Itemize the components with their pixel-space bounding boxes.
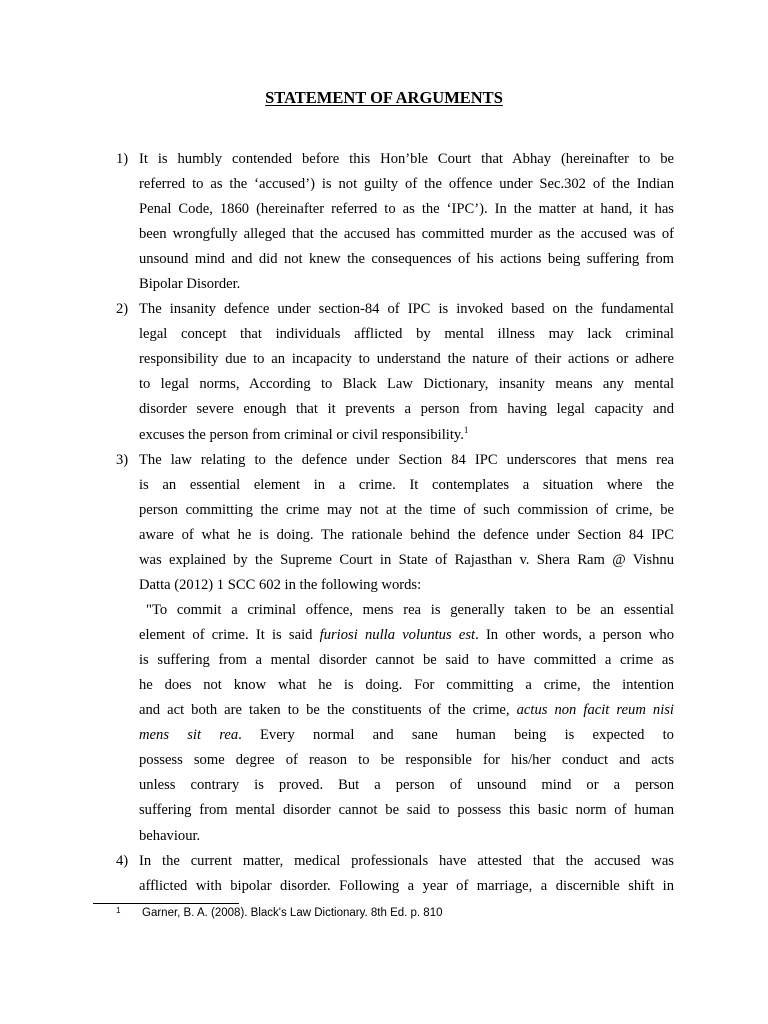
argument-number: 1) <box>116 151 129 167</box>
argument-line: been wrongfully alleged that the accused has committed murder as the accused was of <box>139 226 674 242</box>
argument-line: unsound mind and did not knew the consequences of his actions being suffering from <box>139 251 674 267</box>
quote-line: behaviour. <box>139 828 201 844</box>
footnote-text: Garner, B. A. (2008). Black's Law Dictionary. 8th Ed. p. 810 <box>142 907 443 919</box>
quote-line: possess some degree of reason to be responsible for his/her conduct and acts <box>139 752 674 768</box>
argument-line: disorder severe enough that it prevents a person from having legal capacity and <box>139 401 674 417</box>
argument-line: to legal norms, According to Black Law Dictionary, insanity means any mental <box>139 376 674 392</box>
argument-number: 4) <box>116 853 129 869</box>
quote-line: is suffering from a mental disorder cannot be said to have committed a crime as <box>139 652 674 668</box>
latin-maxim: mens sit rea <box>139 727 239 743</box>
quote-line: unless contrary is proved. But a person of unsound mind or a person <box>139 777 674 793</box>
argument-line: The law relating to the defence under Section 84 IPC underscores that mens rea <box>139 452 674 468</box>
argument-line: is an essential element in a crime. It contemplates a situation where the <box>139 477 674 493</box>
quote-text: and act both are taken to be the constituents of the crime, <box>139 702 517 718</box>
argument-line: legal concept that individuals afflicted by mental illness may lack criminal <box>139 326 674 342</box>
argument-number: 3) <box>116 452 129 468</box>
footnote-reference: 1 <box>463 425 469 435</box>
argument-line: Bipolar Disorder. <box>139 276 241 292</box>
argument-line: Penal Code, 1860 (hereinafter referred to as the ‘IPC’). In the matter at hand, it has <box>139 201 674 217</box>
quote-line: suffering from mental disorder cannot be said to possess this basic norm of human <box>139 802 674 818</box>
argument-line: The insanity defence under section-84 of IPC is invoked based on the fundamental <box>139 301 674 317</box>
quote-line: he does not know what he is doing. For committing a crime, the intention <box>139 677 674 693</box>
argument-line: aware of what he is doing. The rationale behind the defence under Section 84 IPC <box>139 527 674 543</box>
page-title: STATEMENT OF ARGUMENTS <box>265 88 503 107</box>
footnote-separator <box>93 903 239 904</box>
argument-number: 2) <box>116 301 129 317</box>
argument-line <box>139 426 674 444</box>
quote-line <box>139 626 674 644</box>
quote-text: . In other words, a person who <box>475 627 674 643</box>
argument-line: responsibility due to an incapacity to understand the nature of their actions or adhere <box>139 351 674 367</box>
quote-line: "To commit a criminal offence, mens rea is generally taken to be an essential <box>146 602 674 618</box>
quote-line <box>139 726 674 744</box>
quote-text: . Every normal and sane human being is expected to <box>238 727 674 743</box>
argument-line: In the current matter, medical professionals have attested that the accused was <box>139 853 674 869</box>
argument-line: referred to as the ‘accused’) is not guilty of the offence under Sec.302 of the Indian <box>139 176 674 192</box>
quote-text: element of crime. It is said <box>139 627 320 643</box>
latin-maxim: actus non facit reum nisi <box>516 702 674 718</box>
argument-line: afflicted with bipolar disorder. Following a year of marriage, a discernible shift in <box>139 878 674 894</box>
argument-line: Datta (2012) 1 SCC 602 in the following words: <box>139 577 422 593</box>
quote-line <box>139 701 674 719</box>
argument-line: person committing the crime may not at the time of such commission of crime, be <box>139 502 674 518</box>
footnote-marker: 1 <box>116 906 121 915</box>
argument-line: It is humbly contended before this Hon’ble Court that Abhay (hereinafter to be <box>139 151 674 167</box>
argument-line: was explained by the Supreme Court in State of Rajasthan v. Shera Ram @ Vishnu <box>139 552 674 568</box>
argument-line-text: excuses the person from criminal or civil responsibility. <box>139 427 464 443</box>
latin-maxim: furiosi nulla voluntus est <box>319 627 476 643</box>
